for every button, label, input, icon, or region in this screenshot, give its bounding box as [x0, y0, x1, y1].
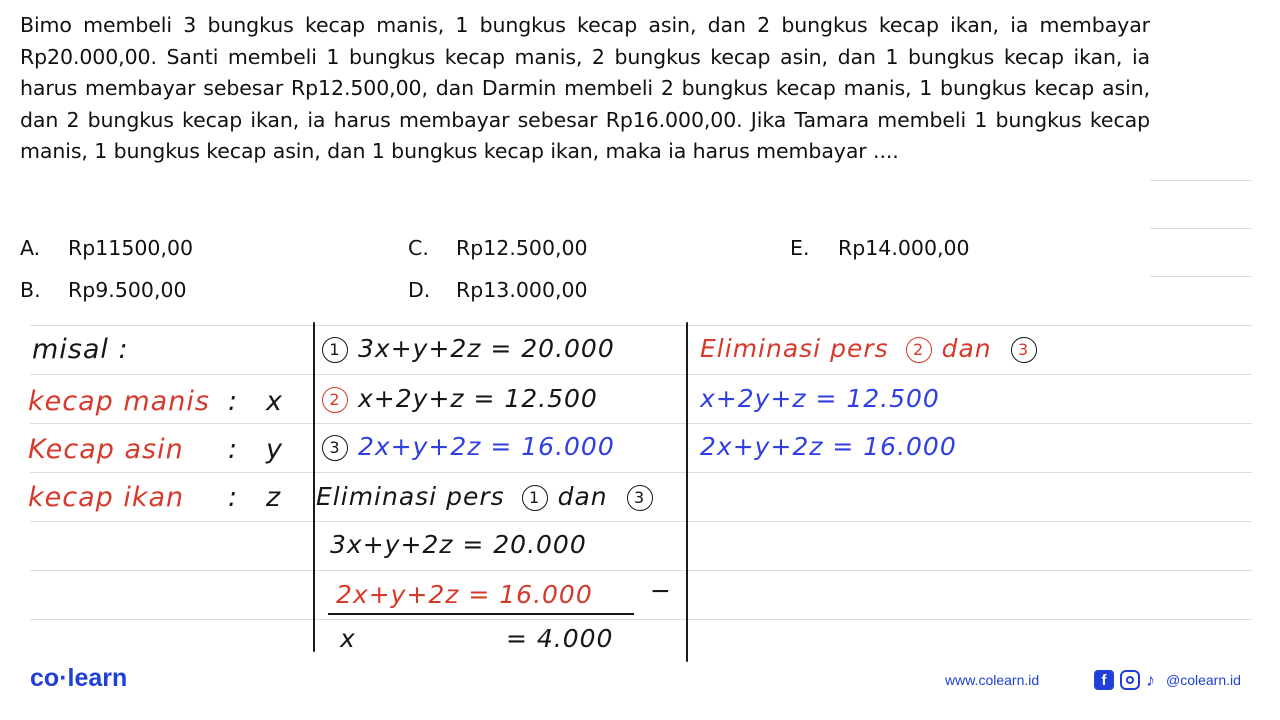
ruled-line [30, 619, 1252, 620]
option-letter: E. [790, 236, 810, 260]
equation-2 [322, 384, 598, 413]
ruled-line [1150, 276, 1252, 277]
var-colon: : [228, 386, 239, 417]
social-handle[interactable]: @colearn.id [1166, 672, 1241, 688]
var-symbol-x: x [266, 386, 283, 417]
elimination-2-line-2: 2x+y+2z = 16.000 [700, 432, 957, 461]
option-c[interactable] [408, 234, 588, 262]
elimination-1-line-1: 3x+y+2z = 20.000 [330, 530, 587, 559]
brand-part: learn [67, 664, 128, 692]
ruled-line [30, 374, 1252, 375]
result-variable: x [340, 624, 356, 653]
sum-underline [328, 613, 634, 615]
equation-expr: 3x+y+2z = 20.000 [358, 334, 615, 363]
elimination-1-line-2: 2x+y+2z = 16.000 [336, 580, 593, 609]
option-letter: B. [20, 278, 41, 302]
option-letter: C. [408, 236, 429, 260]
elim-conj: dan [557, 482, 608, 511]
option-value: Rp14.000,00 [838, 236, 970, 260]
website-link[interactable]: www.colearn.id [945, 672, 1040, 688]
elim-conj: dan [941, 334, 992, 363]
option-b[interactable] [20, 276, 187, 304]
ruled-line [30, 423, 1252, 424]
tiktok-icon[interactable]: ♪ [1146, 670, 1155, 690]
ruled-line [1150, 228, 1252, 229]
circled-number: 3 [1011, 337, 1037, 363]
brand-part: co [30, 664, 60, 692]
var-name-ikan: kecap ikan [28, 482, 185, 513]
elimination-2-heading [700, 334, 1047, 363]
option-value: Rp11500,00 [68, 236, 194, 260]
option-value: Rp9.500,00 [68, 278, 187, 302]
option-a[interactable] [20, 234, 193, 262]
instagram-icon[interactable] [1120, 670, 1140, 690]
circled-number: 2 [322, 387, 348, 413]
option-value: Rp13.000,00 [456, 278, 588, 302]
result-value: = 4.000 [506, 624, 614, 653]
elim-label: Eliminasi pers [316, 482, 505, 511]
circled-number: 2 [906, 337, 932, 363]
misal-label: misal : [32, 334, 129, 365]
circled-number: 3 [627, 485, 653, 511]
circled-number: 1 [322, 337, 348, 363]
column-divider [686, 322, 688, 662]
option-d[interactable] [408, 276, 588, 304]
ruled-line [30, 325, 1252, 326]
option-letter: A. [20, 236, 41, 260]
elimination-1-heading [316, 482, 663, 511]
option-letter: D. [408, 278, 431, 302]
equation-3 [322, 432, 615, 461]
elim-label: Eliminasi pers [700, 334, 889, 363]
var-symbol-y: y [266, 434, 283, 465]
var-symbol-z: z [266, 482, 282, 513]
var-colon: : [228, 434, 239, 465]
minus-sign: − [650, 576, 672, 605]
facebook-icon[interactable]: f [1094, 670, 1114, 690]
ruled-line [1150, 180, 1252, 181]
var-name-asin: Kecap asin [28, 434, 184, 465]
ruled-line [30, 472, 1252, 473]
elimination-2-line-1: x+2y+z = 12.500 [700, 384, 940, 413]
ruled-line [30, 521, 1252, 522]
circled-number: 3 [322, 435, 348, 461]
column-divider [313, 322, 315, 652]
ruled-line [30, 570, 1252, 571]
option-value: Rp12.500,00 [456, 236, 588, 260]
option-e[interactable] [790, 234, 970, 262]
colearn-logo[interactable] [30, 664, 127, 693]
equation-1 [322, 334, 615, 363]
equation-expr: x+2y+z = 12.500 [358, 384, 598, 413]
var-colon: : [228, 482, 239, 513]
equation-expr: 2x+y+2z = 16.000 [358, 432, 615, 461]
question-text: Bimo membeli 3 bungkus kecap manis, 1 bungkus kecap asin, dan 2 bungkus kecap ikan, ia membayar Rp20.000,00. Santi membeli 1 bungkus kecap manis, 2 bungkus kecap asin, dan 1 bungkus kecap ikan, ia harus membayar sebesar Rp12.500,00, dan Darmin membeli 2 bungkus kecap manis, 1 bungkus kecap asin, dan 2 bungkus kecap ikan, ia harus membayar sebesar Rp16.000,00. Jika Tamara membeli 1 bungkus kecap manis, 1 bungkus kecap asin, dan 1 bungkus kecap ikan, maka ia harus membayar .... [20, 13, 1150, 163]
var-name-manis: kecap manis [28, 386, 210, 417]
circled-number: 1 [522, 485, 548, 511]
brand-dot: · [59, 664, 68, 692]
